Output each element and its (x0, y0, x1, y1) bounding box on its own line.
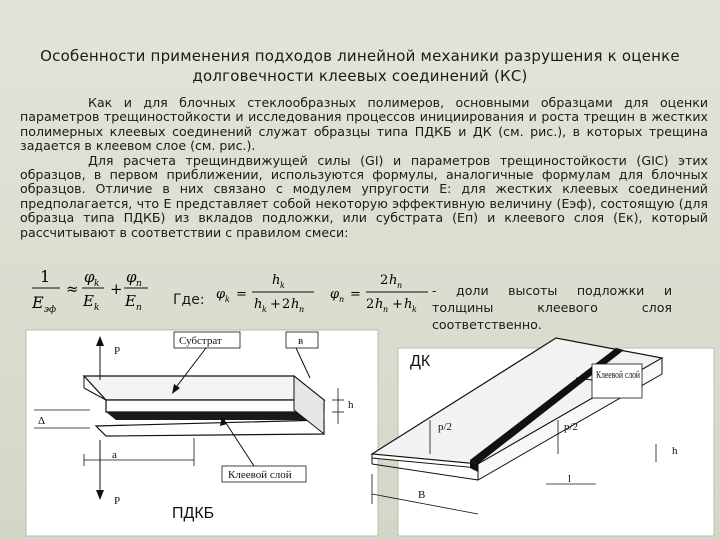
phi-n-lhs-sub: n (339, 295, 345, 304)
eq-2: = (350, 287, 361, 302)
formula-E-k: E (83, 292, 94, 310)
hk-den-2: h (404, 297, 413, 312)
formula-sub-n: n (136, 279, 142, 289)
label-a: a (112, 449, 117, 461)
hk-num: h (272, 273, 281, 288)
label-substrate: Субстрат (179, 335, 222, 347)
dk-figure (338, 334, 716, 538)
two-3: 2 (366, 297, 375, 312)
fraction-formulas (214, 270, 430, 316)
formula-phi-n: φ (126, 268, 137, 286)
body-text (20, 96, 708, 240)
phi-k-lhs: φ (216, 287, 226, 302)
formula-phi-k: φ (84, 268, 95, 286)
formula-plus: + (110, 280, 123, 298)
formula-E-n: E (125, 292, 136, 310)
hn-den-2: h (375, 297, 384, 312)
hn-den-2-sub: n (383, 305, 389, 314)
plus-1: + (270, 297, 281, 312)
label-glue-right: Клеевой слой (596, 369, 641, 381)
slide-title (20, 46, 700, 86)
paragraph-1: Как и для блочных стеклообразных полимеров, основными образцами для оценки параметров трещиностойкости и исследования процессов инициирования и роста трещин в жестких полимерных клеевых соединений служат образцы типа ПДКБ и ДК (см. рис.), в которых трещина задается в клеевом слое (см. рис.). (20, 95, 708, 154)
hn-den-sub: n (299, 305, 305, 314)
label-l: l (568, 473, 572, 485)
fraction-note: - доли высоты подложки и толщины клеевого слоя соответственно. (432, 283, 672, 332)
pdkb-figure (24, 328, 380, 538)
paragraph-2: Для расчета трещиндвижущей силы (GI) и параметров трещиностойкости (GIC) этих образцов, в первом приближении, используются формулы, аналогичные формулам для блочных образцов. Отличие в них связано с модулем упругости E: для жестких клеевых соединений предполагается, что E представляет собой некоторую эффективную величину (Eэф), состоящую (для образца типа ПДКБ) из вкладов подложки, или субстрата (Eп) и клеевого слоя (Eк), который рассчитывают в соответствии с правилом смеси: (20, 152, 708, 240)
hn-num-sub: n (397, 281, 403, 290)
title-line-1: Особенности применения подходов линейной механики разрушения к оценке (40, 47, 680, 65)
label-h: h (348, 399, 354, 411)
two-1: 2 (282, 297, 291, 312)
formula-eff-sub: эф (44, 305, 57, 315)
plus-2: + (392, 297, 403, 312)
label-P-top: P (114, 345, 121, 357)
label-b: в (298, 335, 304, 347)
label-B: B (418, 489, 426, 501)
formula-sub-n-2: n (136, 303, 142, 313)
two-2: 2 (380, 273, 389, 288)
hk-den: h (254, 297, 263, 312)
top-arm-front (106, 400, 324, 412)
formula-sub-k: k (94, 279, 100, 289)
where-label: Где: (173, 292, 205, 308)
label-p2-right: p/2 (564, 421, 579, 433)
caption-dk: ДК (410, 353, 431, 370)
formula-sub-k-2: k (94, 303, 100, 313)
label-h-right: h (672, 445, 678, 457)
hk-num-sub: k (280, 281, 285, 290)
formula-numerator-one: 1 (40, 267, 51, 286)
phi-k-lhs-sub: k (225, 295, 230, 304)
hn-den: h (291, 297, 300, 312)
top-arm (84, 376, 324, 400)
hn-num: h (389, 273, 398, 288)
hk-den-2-sub: k (412, 305, 417, 314)
label-delta: Δ (38, 415, 46, 427)
label-P-bottom: P (114, 495, 121, 507)
caption-pdkb: ПДКБ (172, 505, 215, 522)
glue-layer-band (106, 412, 324, 420)
formula-approx: ≈ (66, 280, 79, 298)
hk-den-sub: k (262, 305, 267, 314)
title-line-2: долговечности клеевых соединений (КС) (192, 67, 528, 85)
mixture-rule-formula (30, 266, 170, 318)
label-p2-left: p/2 (438, 421, 453, 433)
formula-E: E (32, 293, 44, 312)
label-glue-left: Клеевой слой (228, 469, 292, 481)
eq-1: = (236, 287, 247, 302)
phi-n-lhs: φ (330, 287, 340, 302)
